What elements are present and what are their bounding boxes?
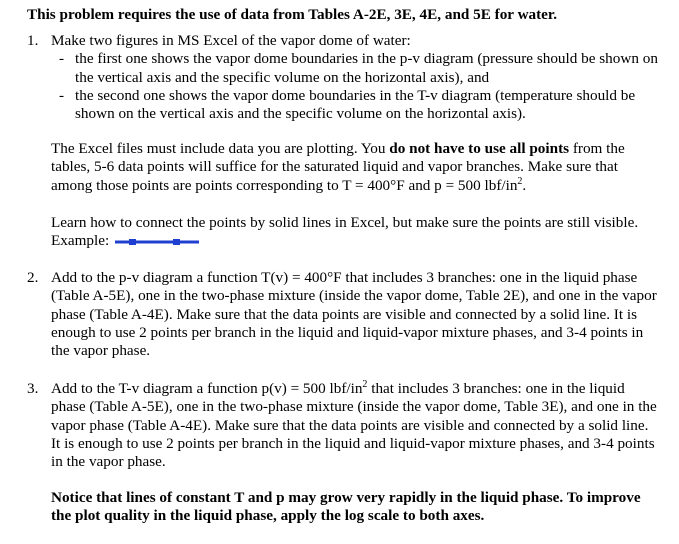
example-line-with-markers <box>115 238 199 246</box>
item-3-sup: 2 <box>362 379 368 391</box>
learn-text: Learn how to connect the points by solid lines in Excel, but make sure the points are still visible. Example: <box>51 213 639 250</box>
item-3-number: 3. <box>27 380 39 398</box>
item-2 <box>27 269 659 360</box>
excel-data-paragraph <box>51 140 659 195</box>
item-3-text-1: Add to the T-v diagram a function p(v) = 500 lbf/in <box>51 380 363 398</box>
excel-bold-text: do not have to use all points <box>389 140 570 158</box>
item-1 <box>27 32 659 123</box>
item-3-text <box>51 380 659 471</box>
bullet-tv <box>51 87 659 123</box>
item-1-text: Make two figures in MS Excel of the vapor dome of water: <box>51 32 411 50</box>
bullet-tv-text: the second one shows the vapor dome boundaries in the T-v diagram (temperature should be shown on the vertical axis and the specific volume on the horizontal axis). <box>75 86 636 123</box>
excel-text-2: from the tables, 5-6 data points will suffice for the saturated liquid and vapor branches. Make sure that among those points are points corresponding to T = 400°F and p = 500 lbf/in <box>51 140 625 194</box>
bullet-dash: - <box>59 50 65 68</box>
notice-paragraph: Notice that lines of constant T and p may grow very rapidly in the liquid phase. To improve the plot quality in the liquid phase, apply the log scale to both axes. <box>51 489 641 525</box>
bullet-pv-text: the first one shows the vapor dome boundaries in the p-v diagram (pressure should be shown on the vertical axis and the specific volume on the horizontal axis), and <box>75 50 658 86</box>
problem-title: This problem requires the use of data from Tables A-2E, 3E, 4E, and 5E for water. <box>27 6 558 23</box>
bullet-dash: - <box>59 86 65 104</box>
bullet-pv <box>51 50 659 86</box>
item-1-number: 1. <box>27 32 39 50</box>
item-1-bullets <box>51 50 659 123</box>
learn-paragraph <box>51 214 659 250</box>
item-3 <box>27 380 659 471</box>
excel-end: . <box>522 176 527 194</box>
item-2-number: 2. <box>27 269 39 287</box>
item-2-text: Add to the p-v diagram a function T(v) = 400°F that includes 3 branches: one in the liquid phase (Table A-5E), one in the two-phase mixture (inside the vapor dome, Table 2E), and one in the vapor phase (Table A-4E). Make sure that the data points are visible and connected by a solid line. It is enough to use 2 points per branch in the liquid and liquid-vapor mixture phases, and 3-4 points in the vapor phase. <box>51 269 657 360</box>
item-3-text-2: that includes 3 branches: one in the liquid phase (Table A-5E), one in the two-phase mixture (inside the vapor dome, Table 3E), and one in the vapor phase (Table A-4E). Make sure that the data points are visible and connected by a solid line. It is enough to use 2 points per branch in the liquid and liquid-vapor mixture phases, and 3-4 points in the vapor phase. <box>51 380 657 471</box>
excel-sup: 2 <box>517 175 523 187</box>
excel-text-1: The Excel files must include data you are plotting. You <box>51 140 390 158</box>
